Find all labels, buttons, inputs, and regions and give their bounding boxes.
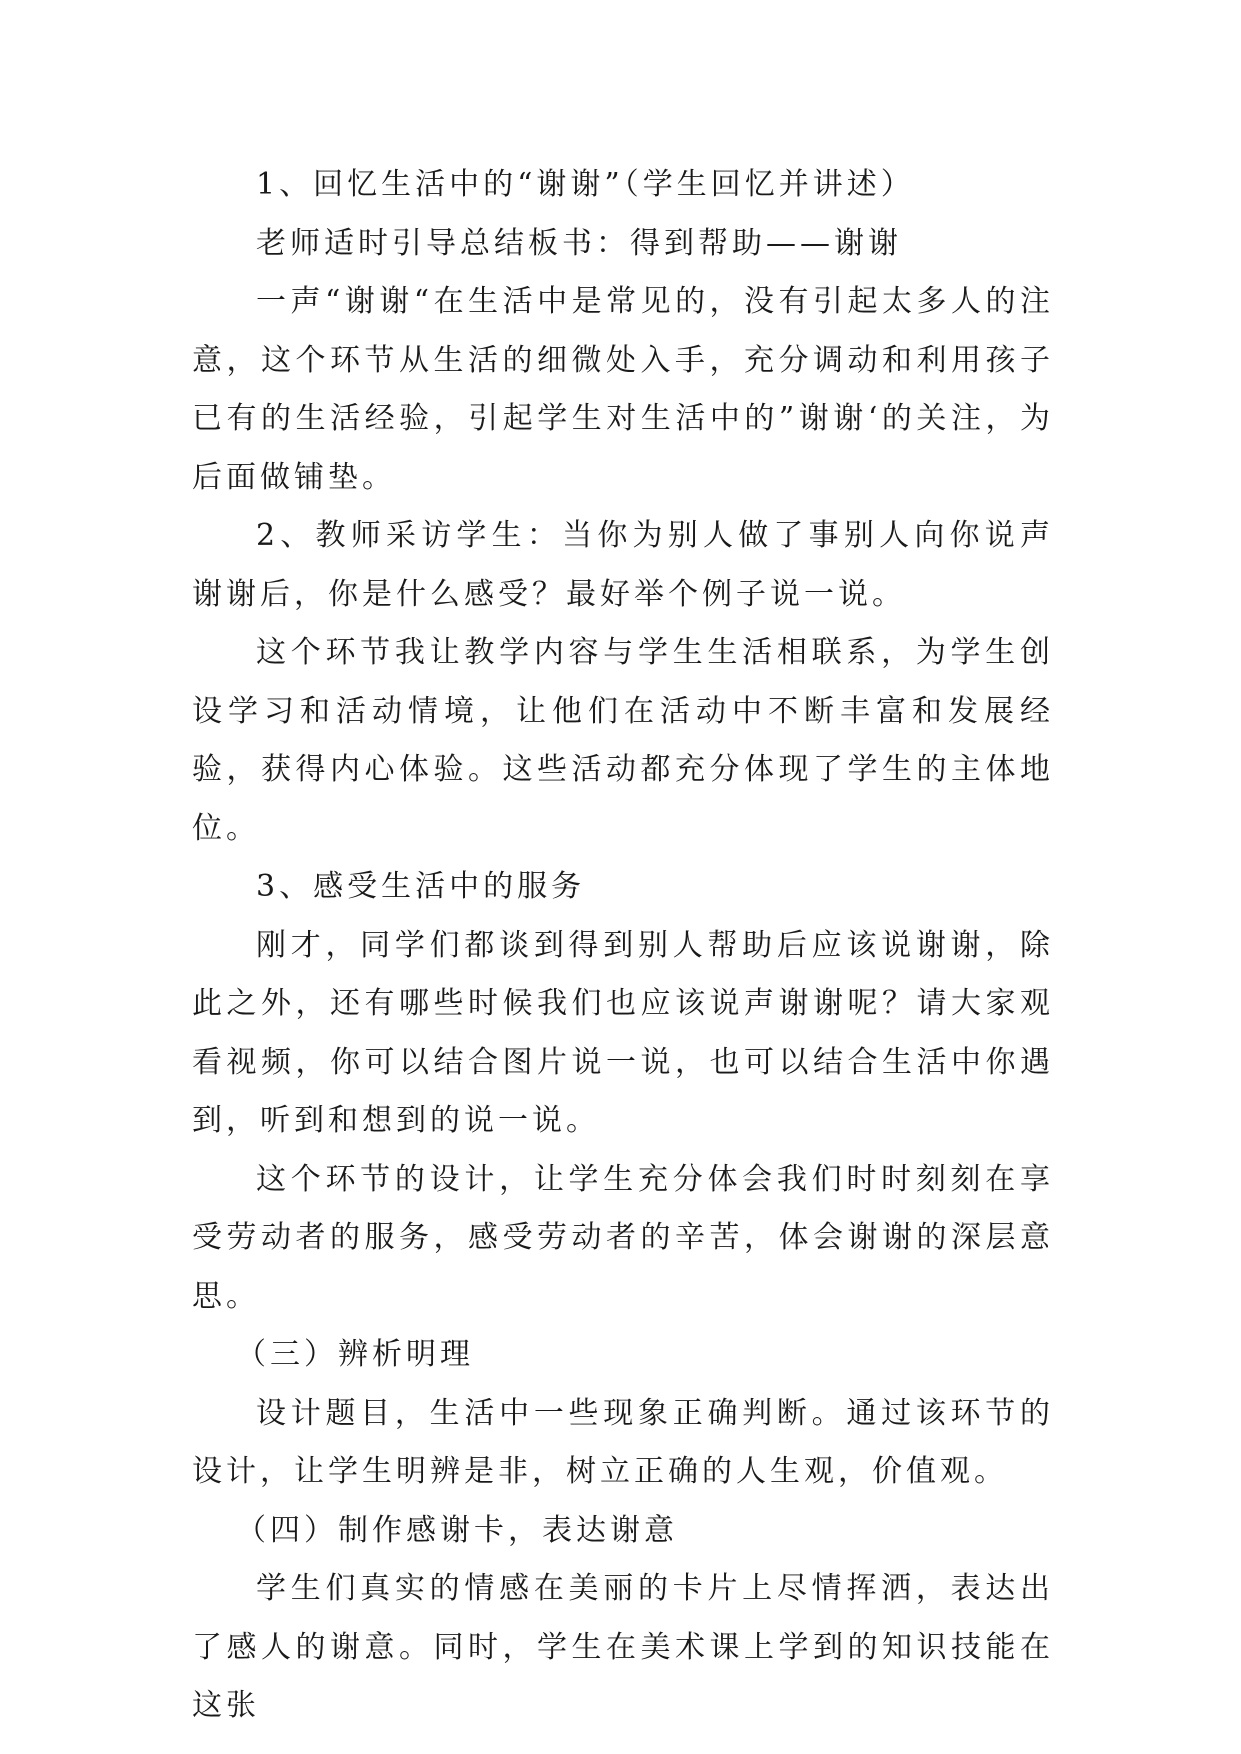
- paragraph-commentary: 这个环节的设计，让学生充分体会我们时时刻刻在享受劳动者的服务，感受劳动者的辛苦，体会谢谢的深层意思。: [192, 1161, 1054, 1314]
- paragraph-item-2: 2、教师采访学生：当你为别人做了事别人向你说声谢谢后，你是什么感受？最好举个例子说一说。: [192, 518, 1054, 612]
- paragraph-body: 学生们真实的情感在美丽的卡片上尽情挥洒，表达出了感人的谢意。同时，学生在美术课上学到的知识技能在这张: [192, 1571, 1054, 1723]
- paragraph-commentary: 一声“谢谢“在生活中是常见的，没有引起太多人的注意，这个环节从生活的细微处入手，充分调动和利用孩子已有的生活经验，引起学生对生活中的”谢谢‘的关注，为后面做铺垫。: [192, 284, 1054, 495]
- paragraph-commentary: 这个环节我让教学内容与学生生活相联系，为学生创设学习和活动情境，让他们在活动中不断丰富和发展经验，获得内心体验。这些活动都充分体现了学生的主体地位。: [192, 635, 1054, 846]
- section-heading-3: （三）辨析明理: [236, 1337, 474, 1372]
- paragraph-body: 刚才，同学们都谈到得到别人帮助后应该说谢谢，除此之外，还有哪些时候我们也应该说声谢谢呢？请大家观看视频，你可以结合图片说一说，也可以结合生活中你遇到，听到和想到的说一说。: [192, 927, 1054, 1138]
- paragraph-summary: 老师适时引导总结板书：得到帮助——谢谢: [256, 225, 902, 261]
- section-heading-4: （四）制作感谢卡，表达谢意: [236, 1512, 678, 1548]
- paragraph-item-3: 3、感受生活中的服务: [256, 869, 586, 904]
- document-body: [192, 156, 1054, 1736]
- paragraph-item-1: 1、回忆生活中的“谢谢”（学生回忆并讲述）: [256, 167, 915, 202]
- paragraph-body: 设计题目，生活中一些现象正确判断。通过该环节的设计，让学生明辨是非，树立正确的人生观，价值观。: [192, 1395, 1054, 1489]
